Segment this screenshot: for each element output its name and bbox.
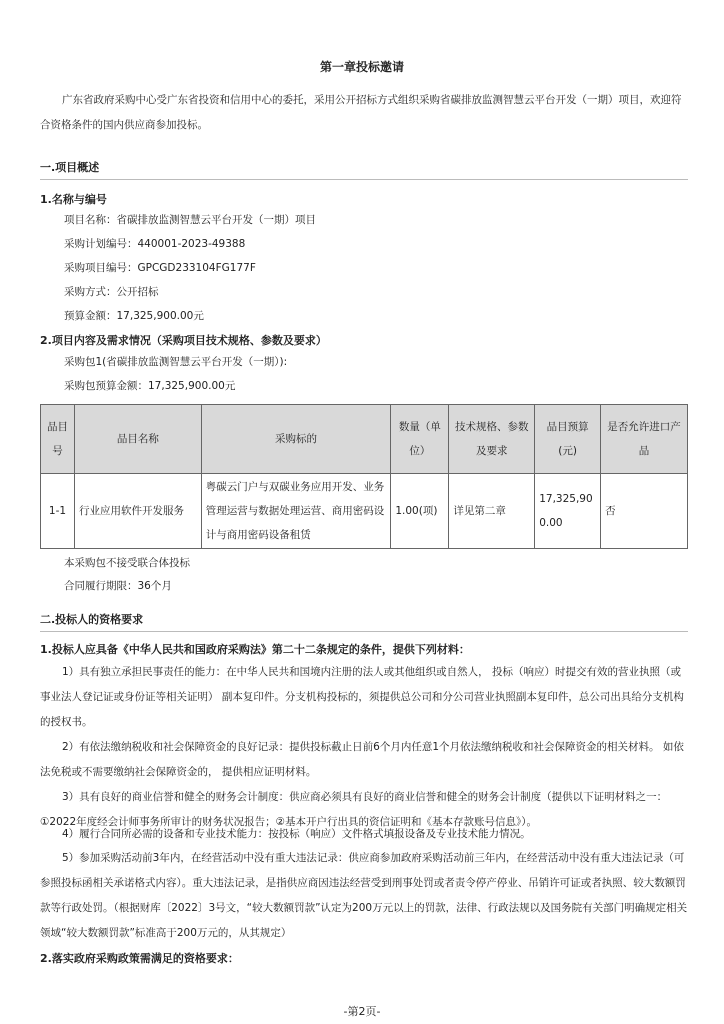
qualification-item-3: 3）具有良好的商业信誉和健全的财务会计制度：供应商必须具有良好的商业信誉和健全的财务会计制度（提供以下证明材料之一：①2022年度经会计师事务所审计的财务状况报告；②基本开户行出具的资信证明和《基本存款账号信息》）。: [40, 791, 668, 828]
qualification-item-4: 4）履行合同所必需的设备和专业技术能力：按投标（响应）文件格式填报设备及专业技术能力情况。: [62, 828, 531, 840]
qualification-item-2: 2）有依法缴纳税收和社会保障资金的良好记录：提供投标截止日前6个月内任意1个月依法缴纳税收和社会保障资金的相关材料。 如依法免税或不需要缴纳社会保障资金的， 提供相应证明材料。: [40, 741, 684, 778]
qualification-heading: 1.投标人应具备《中华人民共和国政府采购法》第二十二条规定的条件，提供下列材料：: [40, 643, 470, 656]
package-budget: 采购包预算金额：17,325,900.00元: [64, 380, 236, 392]
header-item-no: 品目号: [41, 405, 75, 474]
table-row: [41, 474, 688, 549]
items-table: [40, 404, 688, 549]
procurement-method: 采购方式：公开招标: [64, 286, 159, 298]
cell-import-allowed: 否: [601, 474, 688, 549]
policy-requirements-heading: 2.落实政府采购政策需满足的资格要求：: [40, 952, 239, 965]
page-title: 第一章投标邀请: [319, 60, 404, 74]
cell-specs: 详见第二章: [449, 474, 535, 549]
cell-budget: 17,325,900.00: [535, 474, 601, 549]
section-1-heading: 一.项目概述: [40, 161, 100, 174]
header-quantity: 数量（单位）: [391, 405, 449, 474]
plan-number: 采购计划编号：440001-2023-49388: [64, 238, 246, 250]
page-number: -第2页-: [343, 1005, 381, 1018]
table-header-row: [41, 405, 688, 474]
divider: [40, 631, 688, 632]
no-consortium-note: 本采购包不接受联合体投标: [64, 557, 190, 569]
package-name: 采购包1(省碳排放监测智慧云平台开发（一期）):: [64, 356, 288, 368]
budget-amount: 预算金额：17,325,900.00元: [64, 310, 204, 322]
header-budget: 品目预算(元): [535, 405, 601, 474]
contract-period: 合同履行期限：36个月: [64, 580, 172, 592]
cell-subject: 粤碳云门户与双碳业务应用开发、业务管理运营与数据处理运营、商用密码设计与商用密码设备租赁: [201, 474, 391, 549]
intro-paragraph: 广东省政府采购中心受广东省投资和信用中心的委托，采用公开招标方式组织采购省碳排放监测智慧云平台开发（一期）项目，欢迎符合资格条件的国内供应商参加投标。: [40, 94, 682, 131]
divider: [40, 179, 688, 180]
header-item-name: 品目名称: [74, 405, 201, 474]
content-requirements-heading: 2.项目内容及需求情况（采购项目技术规格、参数及要求）: [40, 334, 327, 347]
project-name: 项目名称：省碳排放监测智慧云平台开发（一期）项目: [64, 214, 316, 226]
header-specs: 技术规格、参数及要求: [449, 405, 535, 474]
project-number: 采购项目编号：GPCGD233104FG177F: [64, 262, 256, 274]
cell-item-name: 行业应用软件开发服务: [74, 474, 201, 549]
header-subject: 采购标的: [201, 405, 391, 474]
section-2-heading: 二.投标人的资格要求: [40, 613, 144, 626]
cell-quantity: 1.00(项): [391, 474, 449, 549]
cell-item-no: 1-1: [41, 474, 75, 549]
qualification-item-1: 1）具有独立承担民事责任的能力：在中华人民共和国境内注册的法人或其他组织或自然人， 投标（响应）时提交有效的营业执照（或事业法人登记证或身份证等相关证明） 副本复印件。分支机构投标的，须提供总公司和分公司营业执照副本复印件，总公司出具给分支机构的授权书。: [40, 666, 684, 728]
qualification-item-5: 5）参加采购活动前3年内，在经营活动中没有重大违法记录：供应商参加政府采购活动前三年内，在经营活动中没有重大违法记录（可参照投标函相关承诺格式内容）。重大违法记录，是指供应商因违法经营受到刑事处罚或者责令停产停业、吊销许可证或者执照、较大数额罚款等行政处罚。（根据财库〔2022〕3号文，“较大数额罚款”认定为200万元以上的罚款，法律、行政法规以及国务院有关部门明确规定相关领域“较大数额罚款”标准高于200万元的，从其规定）: [40, 852, 688, 939]
header-import-allowed: 是否允许进口产品: [601, 405, 688, 474]
name-number-heading: 1.名称与编号: [40, 193, 107, 206]
